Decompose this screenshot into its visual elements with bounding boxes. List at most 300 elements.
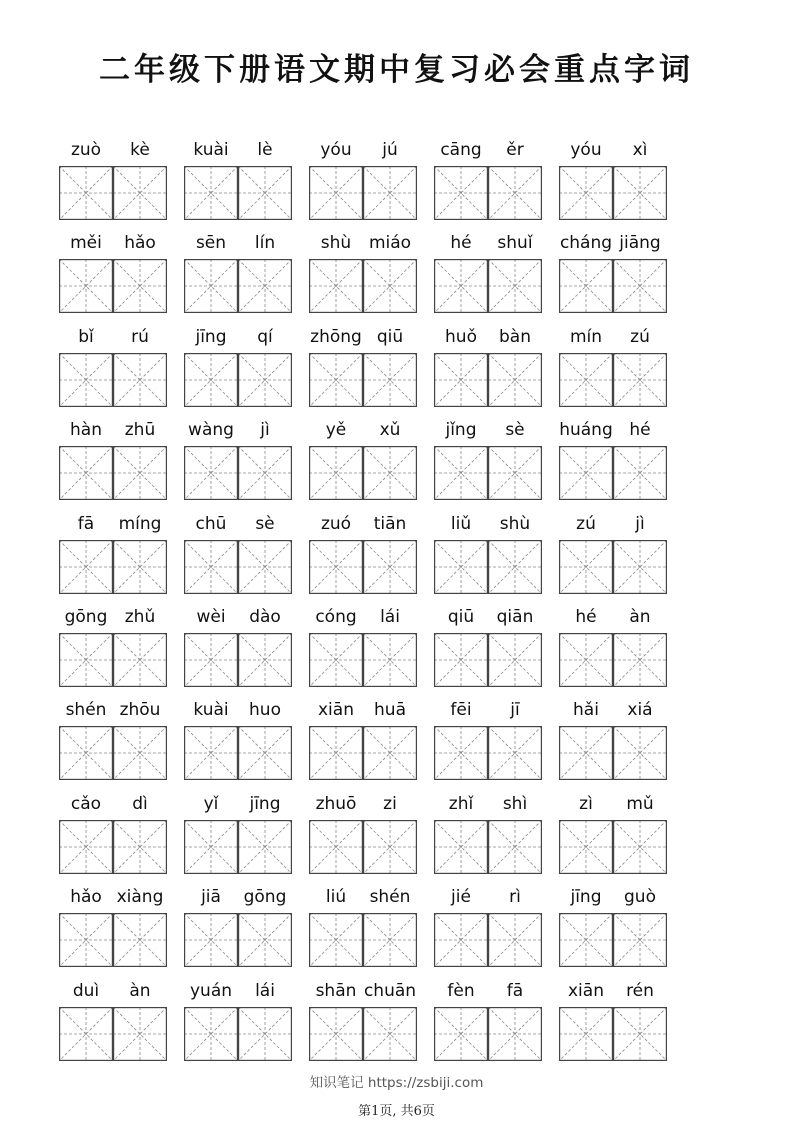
tianzige-box[interactable] xyxy=(613,259,667,313)
tianzige-box[interactable] xyxy=(59,726,113,780)
tianzige-box[interactable] xyxy=(184,259,238,313)
tianzige-box[interactable] xyxy=(184,913,238,967)
word-entry xyxy=(184,321,292,415)
tianzige-boxes[interactable] xyxy=(559,633,667,687)
tianzige-box[interactable] xyxy=(363,259,417,313)
tianzige-boxes[interactable] xyxy=(559,446,667,500)
tianzige-boxes[interactable] xyxy=(59,353,167,407)
tianzige-boxes[interactable] xyxy=(309,820,417,874)
tianzige-box[interactable] xyxy=(309,820,363,874)
tianzige-box[interactable] xyxy=(434,913,488,967)
tianzige-box[interactable] xyxy=(488,259,542,313)
tianzige-box[interactable] xyxy=(59,820,113,874)
tianzige-boxes[interactable] xyxy=(184,259,292,313)
tianzige-box[interactable] xyxy=(488,726,542,780)
tianzige-box[interactable] xyxy=(59,259,113,313)
pinyin-label: chuān xyxy=(363,980,417,1001)
pinyin-label: fā xyxy=(506,980,524,1001)
pinyin-label: fèn xyxy=(447,980,475,1001)
pinyin-label: zhōu xyxy=(119,700,161,721)
tianzige-box[interactable] xyxy=(434,166,488,220)
pinyin-label: yě xyxy=(325,420,347,441)
tianzige-boxes[interactable] xyxy=(309,633,417,687)
word-row xyxy=(59,508,669,602)
page-number: 第1页, 共6页 xyxy=(358,1104,435,1119)
word-row xyxy=(59,881,669,975)
pinyin-label: duì xyxy=(72,980,100,1001)
pinyin-label: huo xyxy=(249,700,281,721)
tianzige-box[interactable] xyxy=(363,446,417,500)
word-entry xyxy=(309,601,417,695)
pinyin-label: hǎo xyxy=(124,233,156,254)
pinyin-label: jīng xyxy=(195,326,227,347)
pinyin-label: zhuō xyxy=(315,793,357,814)
tianzige-box[interactable] xyxy=(59,540,113,594)
pinyin-label: shén xyxy=(65,700,107,721)
pinyin-label: jú xyxy=(382,140,398,160)
tianzige-box[interactable] xyxy=(113,820,167,874)
tianzige-boxes[interactable] xyxy=(309,166,417,220)
word-entry xyxy=(184,227,292,321)
word-entry xyxy=(559,414,667,508)
tianzige-box[interactable] xyxy=(59,166,113,220)
tianzige-box[interactable] xyxy=(559,633,613,687)
tianzige-box[interactable] xyxy=(434,446,488,500)
pinyin-label: xiá xyxy=(627,700,653,721)
tianzige-boxes[interactable] xyxy=(309,1007,417,1061)
tianzige-box[interactable] xyxy=(488,446,542,500)
pinyin-label: hé xyxy=(450,233,472,254)
tianzige-boxes[interactable] xyxy=(184,540,292,594)
tianzige-box[interactable] xyxy=(309,259,363,313)
pinyin-label: liǔ xyxy=(450,513,472,534)
pinyin-label: yǐ xyxy=(203,793,219,814)
tianzige-box[interactable] xyxy=(363,633,417,687)
tianzige-box[interactable] xyxy=(238,913,292,967)
tianzige-box[interactable] xyxy=(363,166,417,220)
pinyin-label: zú xyxy=(576,513,596,534)
pinyin-label: miáo xyxy=(368,233,412,254)
word-entry xyxy=(184,134,292,228)
pinyin-label: wèi xyxy=(196,607,226,627)
tianzige-box[interactable] xyxy=(113,259,167,313)
word-entry xyxy=(559,788,667,882)
pinyin-label: mín xyxy=(569,326,603,347)
pinyin-label: cǎo xyxy=(70,793,102,814)
word-entry xyxy=(309,881,417,975)
tianzige-box[interactable] xyxy=(309,913,363,967)
pinyin-label: xiān xyxy=(568,980,604,1001)
tianzige-box[interactable] xyxy=(613,166,667,220)
tianzige-boxes[interactable] xyxy=(559,1007,667,1061)
tianzige-box[interactable] xyxy=(613,820,667,874)
word-row xyxy=(59,414,669,508)
pinyin-label: shù xyxy=(320,233,352,254)
tianzige-box[interactable] xyxy=(613,633,667,687)
pinyin-label: hé xyxy=(575,607,597,627)
word-entry xyxy=(559,321,667,415)
pinyin-label: jīng xyxy=(570,887,602,908)
word-row xyxy=(59,694,669,788)
footer-watermark: 知识笔记 https://zsbiji.com xyxy=(309,1075,484,1091)
pinyin-label: jiā xyxy=(201,887,221,908)
word-entry xyxy=(434,508,542,602)
tianzige-box[interactable] xyxy=(559,166,613,220)
pinyin-label: kuài xyxy=(193,140,229,160)
pinyin-label: xì xyxy=(632,140,648,160)
pinyin-label: sēn xyxy=(195,233,227,254)
tianzige-boxes[interactable] xyxy=(184,633,292,687)
word-entry xyxy=(559,227,667,321)
pinyin-label: jīng xyxy=(249,793,281,814)
tianzige-box[interactable] xyxy=(434,353,488,407)
word-entry xyxy=(559,694,667,788)
word-entry xyxy=(59,508,167,602)
tianzige-box[interactable] xyxy=(184,540,238,594)
tianzige-box[interactable] xyxy=(613,540,667,594)
pinyin-label: jǐng xyxy=(445,420,477,441)
pinyin-label: zì xyxy=(579,793,593,814)
pinyin-label: fēi xyxy=(450,700,472,721)
tianzige-box[interactable] xyxy=(434,1007,488,1061)
tianzige-boxes[interactable] xyxy=(434,1007,542,1061)
pinyin-label: jì xyxy=(635,513,645,534)
word-entry xyxy=(434,321,542,415)
tianzige-boxes[interactable] xyxy=(59,540,167,594)
tianzige-box[interactable] xyxy=(113,353,167,407)
tianzige-boxes[interactable] xyxy=(434,259,542,313)
tianzige-box[interactable] xyxy=(559,540,613,594)
word-entry xyxy=(309,414,417,508)
tianzige-box[interactable] xyxy=(59,446,113,500)
tianzige-boxes[interactable] xyxy=(184,353,292,407)
tianzige-boxes[interactable] xyxy=(434,726,542,780)
tianzige-box[interactable] xyxy=(238,446,292,500)
pinyin-label: jī xyxy=(510,700,520,721)
tianzige-boxes[interactable] xyxy=(59,633,167,687)
tianzige-box[interactable] xyxy=(184,166,238,220)
tianzige-box[interactable] xyxy=(309,446,363,500)
pinyin-label: huā xyxy=(374,700,406,721)
tianzige-boxes[interactable] xyxy=(184,726,292,780)
tianzige-box[interactable] xyxy=(559,353,613,407)
tianzige-box[interactable] xyxy=(488,913,542,967)
pinyin-label: liú xyxy=(325,887,347,908)
word-entry xyxy=(59,601,167,695)
tianzige-box[interactable] xyxy=(363,353,417,407)
pinyin-label: hé xyxy=(629,420,651,441)
word-entry xyxy=(434,134,542,228)
pinyin-label: qiū xyxy=(376,326,404,347)
tianzige-boxes[interactable] xyxy=(309,353,417,407)
tianzige-boxes[interactable] xyxy=(434,540,542,594)
word-entry xyxy=(309,694,417,788)
tianzige-box[interactable] xyxy=(59,353,113,407)
tianzige-box[interactable] xyxy=(488,540,542,594)
pinyin-label: zuò xyxy=(70,140,102,160)
tianzige-boxes[interactable] xyxy=(59,259,167,313)
tianzige-box[interactable] xyxy=(488,633,542,687)
tianzige-boxes[interactable] xyxy=(559,166,667,220)
pinyin-label: hàn xyxy=(70,420,102,441)
tianzige-box[interactable] xyxy=(613,913,667,967)
word-entry xyxy=(309,975,417,1069)
pinyin-label: cóng xyxy=(315,607,357,627)
tianzige-box[interactable] xyxy=(238,633,292,687)
pinyin-label: lái xyxy=(380,607,400,627)
word-row xyxy=(59,227,669,321)
pinyin-label: jié xyxy=(451,887,471,908)
pinyin-label: zhū xyxy=(124,420,156,441)
tianzige-box[interactable] xyxy=(184,820,238,874)
tianzige-box[interactable] xyxy=(238,166,292,220)
tianzige-box[interactable] xyxy=(434,820,488,874)
tianzige-box[interactable] xyxy=(363,820,417,874)
pinyin-label: tiān xyxy=(373,513,407,534)
pinyin-label: rú xyxy=(131,326,149,347)
tianzige-box[interactable] xyxy=(309,353,363,407)
pinyin-label: zhǐ xyxy=(448,793,474,814)
tianzige-box[interactable] xyxy=(113,633,167,687)
tianzige-box[interactable] xyxy=(309,1007,363,1061)
tianzige-boxes[interactable] xyxy=(59,913,167,967)
tianzige-box[interactable] xyxy=(613,446,667,500)
tianzige-box[interactable] xyxy=(113,1007,167,1061)
pinyin-label: mǔ xyxy=(626,793,654,814)
tianzige-box[interactable] xyxy=(309,633,363,687)
pinyin-label: huǒ xyxy=(445,326,477,347)
pinyin-label: lè xyxy=(257,140,273,160)
tianzige-boxes[interactable] xyxy=(559,540,667,594)
tianzige-boxes[interactable] xyxy=(59,166,167,220)
word-row xyxy=(59,134,669,228)
tianzige-box[interactable] xyxy=(309,726,363,780)
tianzige-box[interactable] xyxy=(559,1007,613,1061)
pinyin-label: qiū xyxy=(447,607,475,627)
pinyin-label: bǐ xyxy=(78,326,94,347)
tianzige-boxes[interactable] xyxy=(559,913,667,967)
pinyin-label: àn xyxy=(629,607,651,627)
tianzige-box[interactable] xyxy=(113,166,167,220)
word-entry xyxy=(59,788,167,882)
pinyin-label: hǎo xyxy=(70,887,102,908)
pinyin-label: shù xyxy=(499,513,531,534)
word-entry xyxy=(559,881,667,975)
tianzige-boxes[interactable] xyxy=(184,820,292,874)
word-entry xyxy=(59,694,167,788)
tianzige-boxes[interactable] xyxy=(59,726,167,780)
word-entry xyxy=(559,508,667,602)
tianzige-boxes[interactable] xyxy=(59,446,167,500)
pinyin-label: fā xyxy=(77,513,95,534)
pinyin-label: zi xyxy=(383,793,397,814)
word-entry xyxy=(309,134,417,228)
tianzige-box[interactable] xyxy=(488,1007,542,1061)
tianzige-box[interactable] xyxy=(613,353,667,407)
pinyin-label: měi xyxy=(70,233,102,254)
word-entry xyxy=(559,134,667,228)
tianzige-box[interactable] xyxy=(559,259,613,313)
word-row xyxy=(59,975,669,1069)
pinyin-label: dào xyxy=(249,607,281,627)
tianzige-boxes[interactable] xyxy=(434,820,542,874)
tianzige-boxes[interactable] xyxy=(184,1007,292,1061)
tianzige-box[interactable] xyxy=(613,1007,667,1061)
tianzige-boxes[interactable] xyxy=(184,166,292,220)
pinyin-label: cháng xyxy=(559,233,613,254)
word-entry xyxy=(184,601,292,695)
pinyin-label: kè xyxy=(130,140,150,160)
tianzige-box[interactable] xyxy=(238,259,292,313)
pinyin-label: gōng xyxy=(243,887,287,908)
tianzige-box[interactable] xyxy=(238,353,292,407)
tianzige-box[interactable] xyxy=(59,913,113,967)
tianzige-box[interactable] xyxy=(488,166,542,220)
tianzige-boxes[interactable] xyxy=(434,353,542,407)
tianzige-boxes[interactable] xyxy=(309,540,417,594)
word-entry xyxy=(184,881,292,975)
tianzige-box[interactable] xyxy=(59,633,113,687)
pinyin-label: shān xyxy=(315,980,357,1001)
pinyin-label: guò xyxy=(624,887,656,908)
pinyin-label: qí xyxy=(257,326,273,347)
tianzige-box[interactable] xyxy=(559,820,613,874)
tianzige-box[interactable] xyxy=(363,913,417,967)
word-entry xyxy=(309,508,417,602)
pinyin-label: ěr xyxy=(506,140,524,160)
word-entry xyxy=(184,975,292,1069)
word-entry xyxy=(434,227,542,321)
word-entry xyxy=(59,414,167,508)
pinyin-label: kuài xyxy=(193,700,229,721)
tianzige-box[interactable] xyxy=(434,540,488,594)
pinyin-label: xǔ xyxy=(379,420,401,441)
pinyin-label: hǎi xyxy=(573,700,599,721)
pinyin-label: dì xyxy=(132,793,148,814)
pinyin-label: cāng xyxy=(440,140,482,160)
word-entry xyxy=(184,694,292,788)
tianzige-box[interactable] xyxy=(363,1007,417,1061)
word-entry xyxy=(59,321,167,415)
word-entry xyxy=(184,414,292,508)
pinyin-label: jì xyxy=(260,420,270,441)
pinyin-label: xiān xyxy=(318,700,354,721)
word-entry xyxy=(59,227,167,321)
tianzige-box[interactable] xyxy=(184,1007,238,1061)
word-entry xyxy=(434,881,542,975)
tianzige-box[interactable] xyxy=(559,913,613,967)
tianzige-box[interactable] xyxy=(113,726,167,780)
tianzige-box[interactable] xyxy=(184,353,238,407)
pinyin-label: shén xyxy=(369,887,411,908)
tianzige-boxes[interactable] xyxy=(309,446,417,500)
word-entry xyxy=(309,321,417,415)
tianzige-boxes[interactable] xyxy=(559,353,667,407)
tianzige-box[interactable] xyxy=(363,726,417,780)
word-entry xyxy=(309,788,417,882)
tianzige-boxes[interactable] xyxy=(434,166,542,220)
tianzige-boxes[interactable] xyxy=(59,1007,167,1061)
tianzige-boxes[interactable] xyxy=(184,913,292,967)
tianzige-box[interactable] xyxy=(113,446,167,500)
tianzige-boxes[interactable] xyxy=(434,913,542,967)
tianzige-box[interactable] xyxy=(363,540,417,594)
word-entry xyxy=(309,227,417,321)
pinyin-label: lái xyxy=(255,980,275,1001)
word-entry xyxy=(434,694,542,788)
pinyin-label: shì xyxy=(502,793,528,814)
word-row xyxy=(59,321,669,415)
pinyin-label: zhōng xyxy=(310,326,362,347)
tianzige-box[interactable] xyxy=(238,540,292,594)
tianzige-box[interactable] xyxy=(613,726,667,780)
pinyin-label: zuó xyxy=(320,513,352,534)
pinyin-label: xiàng xyxy=(116,887,164,908)
pinyin-label: shuǐ xyxy=(497,233,533,254)
tianzige-box[interactable] xyxy=(309,540,363,594)
tianzige-box[interactable] xyxy=(184,446,238,500)
tianzige-box[interactable] xyxy=(309,166,363,220)
page-title: 二年级下册语文期中复习必会重点字词 xyxy=(99,52,694,88)
pinyin-label: sè xyxy=(505,420,525,441)
tianzige-box[interactable] xyxy=(434,726,488,780)
tianzige-box[interactable] xyxy=(113,913,167,967)
tianzige-boxes[interactable] xyxy=(434,633,542,687)
pinyin-label: gōng xyxy=(64,607,108,627)
tianzige-boxes[interactable] xyxy=(559,259,667,313)
tianzige-boxes[interactable] xyxy=(184,446,292,500)
tianzige-box[interactable] xyxy=(559,726,613,780)
pinyin-label: chū xyxy=(195,513,227,534)
pinyin-label: míng xyxy=(118,513,162,534)
tianzige-boxes[interactable] xyxy=(559,726,667,780)
tianzige-box[interactable] xyxy=(488,820,542,874)
tianzige-box[interactable] xyxy=(238,726,292,780)
pinyin-label: lín xyxy=(254,233,276,254)
word-entry xyxy=(434,601,542,695)
pinyin-label: qiān xyxy=(496,607,534,627)
word-entry xyxy=(434,788,542,882)
word-row xyxy=(59,601,669,695)
word-entry xyxy=(559,601,667,695)
tianzige-box[interactable] xyxy=(434,259,488,313)
tianzige-box[interactable] xyxy=(184,726,238,780)
tianzige-box[interactable] xyxy=(238,1007,292,1061)
tianzige-boxes[interactable] xyxy=(309,726,417,780)
pinyin-label: rén xyxy=(626,980,654,1001)
tianzige-box[interactable] xyxy=(184,633,238,687)
tianzige-box[interactable] xyxy=(434,633,488,687)
pinyin-label: yuán xyxy=(189,980,233,1001)
word-entry xyxy=(434,975,542,1069)
tianzige-boxes[interactable] xyxy=(559,820,667,874)
tianzige-box[interactable] xyxy=(559,446,613,500)
tianzige-box[interactable] xyxy=(238,820,292,874)
word-entry xyxy=(59,134,167,228)
tianzige-boxes[interactable] xyxy=(309,913,417,967)
pinyin-label: huáng xyxy=(559,420,613,441)
tianzige-box[interactable] xyxy=(488,353,542,407)
tianzige-boxes[interactable] xyxy=(309,259,417,313)
pinyin-label: zú xyxy=(630,326,650,347)
tianzige-box[interactable] xyxy=(113,540,167,594)
word-entry xyxy=(59,881,167,975)
tianzige-boxes[interactable] xyxy=(59,820,167,874)
word-row xyxy=(59,788,669,882)
pinyin-label: bàn xyxy=(499,326,531,347)
tianzige-box[interactable] xyxy=(59,1007,113,1061)
tianzige-boxes[interactable] xyxy=(434,446,542,500)
